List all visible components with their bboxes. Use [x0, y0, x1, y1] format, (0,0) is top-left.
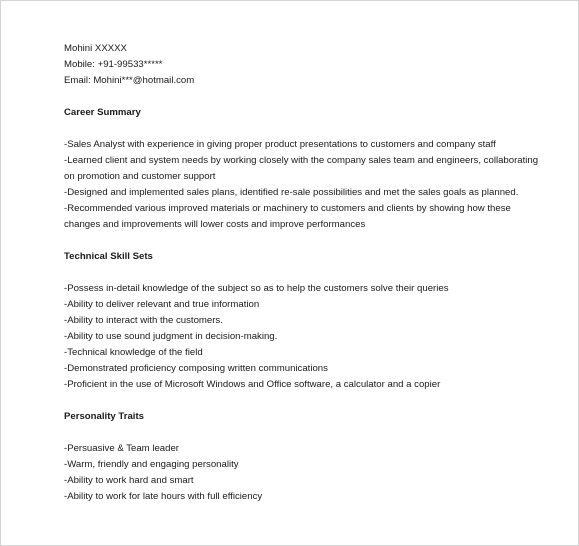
list-item: on promotion and customer support — [64, 171, 216, 182]
technical-skills-section — [64, 249, 564, 393]
list-item: -Ability to work hard and smart — [64, 475, 194, 486]
personality-traits-section — [64, 409, 564, 505]
list-item: -Recommended various improved materials or machinery to customers and clients by showing how these — [64, 203, 511, 214]
section-heading: Career Summary — [64, 107, 141, 118]
list-item: -Ability to interact with the customers. — [64, 315, 223, 326]
list-item: -Designed and implemented sales plans, identified re-sale possibilities and met the sales goals as planned. — [64, 187, 519, 198]
list-item: -Persuasive & Team leader — [64, 443, 180, 454]
list-item: -Learned client and system needs by working closely with the company sales team and engineers, collaborating — [64, 155, 539, 166]
personality-traits-list — [64, 441, 564, 505]
list-item: -Ability to deliver relevant and true information — [64, 299, 260, 310]
contact-mobile: Mobile: +91-99533***** — [64, 59, 163, 70]
list-item: -Sales Analyst with experience in giving proper product presentations to customers and company staff — [64, 139, 496, 150]
contact-name: Mohini XXXXX — [64, 43, 127, 54]
technical-skills-list — [64, 281, 564, 393]
list-item: -Ability to work for late hours with full efficiency — [64, 491, 263, 502]
section-heading: Technical Skill Sets — [64, 251, 153, 262]
section-heading: Personality Traits — [64, 411, 144, 422]
list-item: -Demonstrated proficiency composing written communications — [64, 363, 328, 374]
contact-block — [64, 41, 564, 89]
list-item: -Ability to use sound judgment in decision-making. — [64, 331, 278, 342]
list-item: -Warm, friendly and engaging personality — [64, 459, 239, 470]
list-item: -Possess in-detail knowledge of the subject so as to help the customers solve their queries — [64, 283, 449, 294]
list-item: -Proficient in the use of Microsoft Windows and Office software, a calculator and a copier — [64, 379, 441, 390]
list-item: -Technical knowledge of the field — [64, 347, 203, 358]
list-item: changes and improvements will lower costs and improve performances — [64, 219, 366, 230]
resume-document — [64, 41, 564, 505]
career-summary-list — [64, 137, 564, 233]
contact-email: Email: Mohini***@hotmail.com — [64, 75, 195, 86]
career-summary-section — [64, 105, 564, 233]
